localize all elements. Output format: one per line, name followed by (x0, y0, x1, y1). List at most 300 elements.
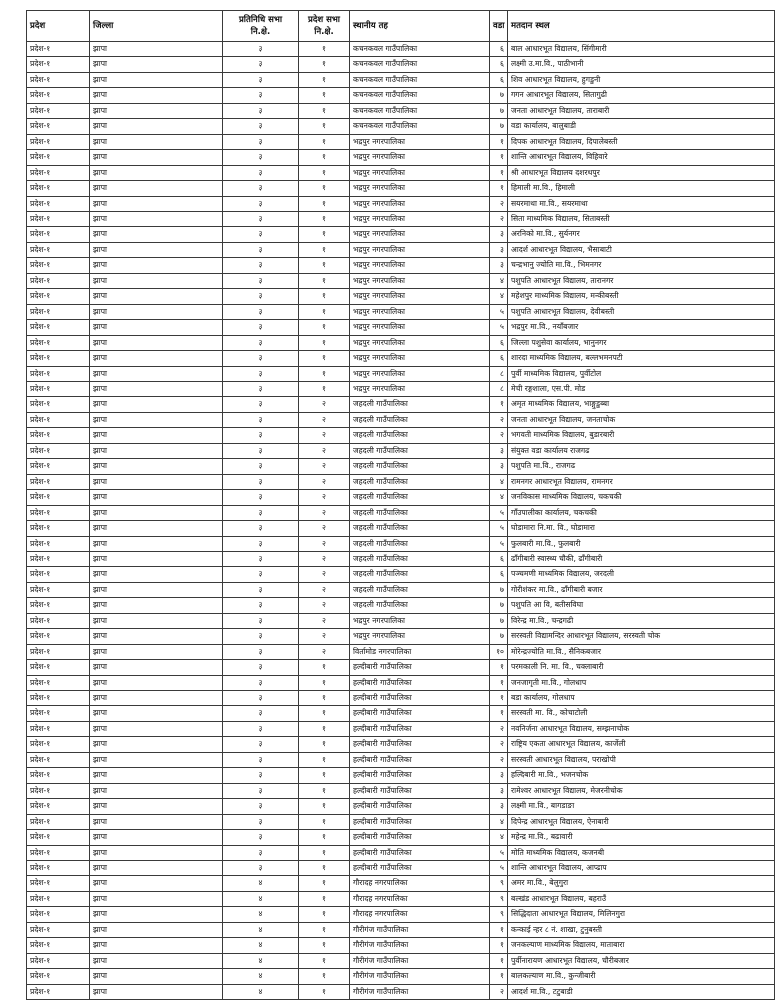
cell-province-constituency: २ (299, 521, 350, 536)
cell-province: प्रदेश-१ (27, 629, 90, 644)
table-row (27, 165, 775, 180)
cell-district: झापा (90, 150, 223, 165)
cell-house-constituency: ४ (223, 876, 299, 891)
cell-province: प्रदेश-१ (27, 181, 90, 196)
cell-district: झापा (90, 969, 223, 984)
cell-house-constituency: ३ (223, 490, 299, 505)
cell-local-level: भद्रपुर नगरपालिका (350, 181, 490, 196)
cell-house-constituency: ३ (223, 258, 299, 273)
cell-house-constituency: ३ (223, 830, 299, 845)
cell-province: प्रदेश-१ (27, 783, 90, 798)
cell-province: प्रदेश-१ (27, 490, 90, 505)
cell-house-constituency: ३ (223, 768, 299, 783)
table-row (27, 397, 775, 412)
cell-district: झापा (90, 335, 223, 350)
cell-polling-place: राष्ट्रिय एकता आधारभूत विद्यालय, कार्जेली (508, 737, 775, 752)
cell-ward: ६ (490, 57, 508, 72)
table-row (27, 907, 775, 922)
table-row (27, 72, 775, 87)
cell-province: प्रदेश-१ (27, 567, 90, 582)
table-row (27, 320, 775, 335)
cell-house-constituency: ३ (223, 242, 299, 257)
cell-province: प्रदेश-१ (27, 969, 90, 984)
table-row (27, 521, 775, 536)
cell-province-constituency: १ (299, 660, 350, 675)
cell-district: झापा (90, 459, 223, 474)
cell-district: झापा (90, 351, 223, 366)
cell-district: झापा (90, 721, 223, 736)
cell-local-level: गौरीगंज गाउँपालिका (350, 953, 490, 968)
cell-ward: २ (490, 428, 508, 443)
cell-local-level: कचनकवल गाउँपालिका (350, 57, 490, 72)
table-row (27, 830, 775, 845)
cell-district: झापा (90, 242, 223, 257)
table-row (27, 675, 775, 690)
cell-province-constituency: २ (299, 644, 350, 659)
table-row (27, 551, 775, 566)
cell-local-level: हल्दीबारी गाउँपालिका (350, 752, 490, 767)
cell-polling-place: बाल आधारभूत विद्यालय, सिंगीमारी (508, 42, 775, 57)
table-row (27, 644, 775, 659)
cell-ward: ७ (490, 629, 508, 644)
cell-province-constituency: १ (299, 799, 350, 814)
cell-district: झापा (90, 938, 223, 953)
cell-district: झापा (90, 443, 223, 458)
cell-house-constituency: ४ (223, 922, 299, 937)
cell-province: प्रदेश-१ (27, 505, 90, 520)
cell-ward: ५ (490, 304, 508, 319)
cell-polling-place: बालकल्याण मा.वि., कुन्जीबारी (508, 969, 775, 984)
cell-province: प्रदेश-१ (27, 876, 90, 891)
cell-province: प्रदेश-१ (27, 412, 90, 427)
cell-local-level: जहदली गाउँपालिका (350, 536, 490, 551)
cell-province: प्रदेश-१ (27, 814, 90, 829)
cell-polling-place: हिमाली मा.वि., हिमाली (508, 181, 775, 196)
cell-polling-place: चन्द्रभानु ज्योति मा.वि., भिमनगर (508, 258, 775, 273)
cell-polling-place: परमकाली नि. मा. वि., चक्लाबारी (508, 660, 775, 675)
cell-house-constituency: ३ (223, 567, 299, 582)
cell-province: प्रदेश-१ (27, 103, 90, 118)
table-row (27, 490, 775, 505)
cell-district: झापा (90, 752, 223, 767)
cell-province: प्रदेश-१ (27, 397, 90, 412)
cell-district: झापा (90, 953, 223, 968)
table-row (27, 861, 775, 876)
cell-local-level: गौरीगंज गाउँपालिका (350, 922, 490, 937)
cell-local-level: जहदली गाउँपालिका (350, 582, 490, 597)
cell-province: प्रदेश-१ (27, 150, 90, 165)
cell-province: प्रदेश-१ (27, 582, 90, 597)
cell-local-level: कचनकवल गाउँपालिका (350, 72, 490, 87)
cell-ward: ७ (490, 88, 508, 103)
cell-local-level: भद्रपुर नगरपालिका (350, 351, 490, 366)
cell-local-level: जहदली गाउँपालिका (350, 428, 490, 443)
cell-province: प्रदेश-१ (27, 953, 90, 968)
cell-ward: ३ (490, 799, 508, 814)
cell-local-level: भद्रपुर नगरपालिका (350, 273, 490, 288)
cell-ward: २ (490, 984, 508, 999)
cell-district: झापा (90, 474, 223, 489)
cell-ward: १ (490, 165, 508, 180)
cell-polling-place: लक्ष्मी मा.वि., बागडाङा (508, 799, 775, 814)
cell-local-level: जहदली गाउँपालिका (350, 567, 490, 582)
cell-house-constituency: ३ (223, 814, 299, 829)
cell-house-constituency: ३ (223, 644, 299, 659)
cell-ward: ६ (490, 551, 508, 566)
cell-district: झापा (90, 814, 223, 829)
cell-polling-place: सरस्वती आधारभूत विद्यालय, पराखोपी (508, 752, 775, 767)
cell-province-constituency: २ (299, 428, 350, 443)
cell-ward: ६ (490, 567, 508, 582)
cell-ward: १ (490, 150, 508, 165)
cell-province-constituency: १ (299, 335, 350, 350)
cell-province: प्रदेश-१ (27, 845, 90, 860)
cell-province: प्रदेश-१ (27, 691, 90, 706)
cell-local-level: भद्रपुर नगरपालिका (350, 381, 490, 396)
cell-ward: ७ (490, 613, 508, 628)
cell-ward: ३ (490, 242, 508, 257)
table-row (27, 768, 775, 783)
cell-district: झापा (90, 737, 223, 752)
cell-house-constituency: ३ (223, 335, 299, 350)
polling-station-table (26, 10, 775, 1000)
table-row (27, 196, 775, 211)
cell-ward: ९ (490, 907, 508, 922)
cell-polling-place: गगन आधारभूत विद्यालय, सितागुढी (508, 88, 775, 103)
cell-province: प्रदेश-१ (27, 474, 90, 489)
cell-local-level: भद्रपुर नगरपालिका (350, 150, 490, 165)
cell-local-level: गौरादह नगरपालिका (350, 876, 490, 891)
cell-district: झापा (90, 397, 223, 412)
cell-ward: ३ (490, 459, 508, 474)
cell-polling-place: जनविकास माध्यमिक विद्यालय, चकचकी (508, 490, 775, 505)
cell-house-constituency: ३ (223, 752, 299, 767)
col-header-district: जिल्ला (90, 11, 223, 42)
cell-house-constituency: ३ (223, 304, 299, 319)
cell-province: प्रदेश-१ (27, 242, 90, 257)
col-header-house-line1: प्रतिनिधि सभा (238, 15, 283, 25)
cell-polling-place: सिता माध्यमिक विद्यालय, सिताबस्ती (508, 211, 775, 226)
cell-local-level: भद्रपुर नगरपालिका (350, 629, 490, 644)
cell-district: झापा (90, 119, 223, 134)
cell-local-level: हल्दीबारी गाउँपालिका (350, 721, 490, 736)
cell-province-constituency: १ (299, 969, 350, 984)
col-header-polling-place: मतदान स्थल (508, 11, 775, 42)
cell-ward: ३ (490, 258, 508, 273)
cell-district: झापा (90, 72, 223, 87)
cell-local-level: हल्दीबारी गाउँपालिका (350, 768, 490, 783)
cell-house-constituency: ३ (223, 103, 299, 118)
cell-house-constituency: ३ (223, 227, 299, 242)
cell-province-constituency: १ (299, 42, 350, 57)
table-row (27, 629, 775, 644)
cell-polling-place: शिव आधारभूत विद्यालय, हुगडुनी (508, 72, 775, 87)
cell-ward: ५ (490, 536, 508, 551)
cell-district: झापा (90, 876, 223, 891)
table-row (27, 660, 775, 675)
cell-province-constituency: १ (299, 320, 350, 335)
cell-polling-place: रामेश्वर आधारभूत विद्यालय, मेजरनीचोक (508, 783, 775, 798)
cell-province-constituency: २ (299, 474, 350, 489)
cell-province: प्रदेश-१ (27, 289, 90, 304)
cell-polling-place: जनता आधारभूत विद्यालय, जनताचोक (508, 412, 775, 427)
cell-ward: १ (490, 938, 508, 953)
cell-local-level: भद्रपुर नगरपालिका (350, 304, 490, 319)
table-row (27, 706, 775, 721)
cell-polling-place: दिपेन्द्र आधारभूत विद्यालय, ऐनाबारी (508, 814, 775, 829)
cell-province: प्रदेश-१ (27, 922, 90, 937)
cell-local-level: भद्रपुर नगरपालिका (350, 165, 490, 180)
cell-local-level: हल्दीबारी गाउँपालिका (350, 737, 490, 752)
table-row (27, 150, 775, 165)
cell-district: झापा (90, 258, 223, 273)
col-header-province-line1: प्रदेश सभा (307, 15, 340, 25)
cell-house-constituency: ३ (223, 582, 299, 597)
cell-ward: १ (490, 691, 508, 706)
cell-house-constituency: ३ (223, 366, 299, 381)
cell-polling-place: मोति माध्यमिक विद्यालय, कजनबी (508, 845, 775, 860)
cell-ward: ३ (490, 768, 508, 783)
cell-polling-place: सरस्वती विद्यामन्दिर आधारभूत विद्यालय, सरस्वती चोक (508, 629, 775, 644)
cell-house-constituency: ३ (223, 150, 299, 165)
cell-local-level: हल्दीबारी गाउँपालिका (350, 799, 490, 814)
table-row (27, 459, 775, 474)
cell-polling-place: पशुपति आधारभूत विद्यालय, देवीबस्ती (508, 304, 775, 319)
cell-local-level: जहदली गाउँपालिका (350, 474, 490, 489)
cell-polling-place: मोरेन्द्रज्योति मा.वि., सैनिकबजार (508, 644, 775, 659)
cell-district: झापा (90, 273, 223, 288)
cell-local-level: विर्तामोड नगरपालिका (350, 644, 490, 659)
table-row (27, 567, 775, 582)
cell-district: झापा (90, 366, 223, 381)
table-row (27, 737, 775, 752)
cell-district: झापा (90, 984, 223, 999)
cell-polling-place: घोडामारा नि.मा. वि., घोडामारा (508, 521, 775, 536)
cell-district: झापा (90, 613, 223, 628)
col-header-province-constituency (299, 11, 350, 42)
cell-ward: ३ (490, 227, 508, 242)
cell-polling-place: पशुपति आधारभूत विद्यालय, तारानगर (508, 273, 775, 288)
cell-district: झापा (90, 304, 223, 319)
cell-ward: ५ (490, 861, 508, 876)
cell-house-constituency: ४ (223, 907, 299, 922)
table-row (27, 582, 775, 597)
cell-province-constituency: १ (299, 88, 350, 103)
table-row (27, 474, 775, 489)
cell-province: प्रदेश-१ (27, 134, 90, 149)
cell-local-level: भद्रपुर नगरपालिका (350, 242, 490, 257)
cell-local-level: गौरादह नगरपालिका (350, 907, 490, 922)
cell-ward: ८ (490, 381, 508, 396)
cell-polling-place: नवनिर्जना आधारभूत विद्यालय, सम्झनाचोक (508, 721, 775, 736)
cell-province: प्रदेश-१ (27, 737, 90, 752)
cell-province: प्रदेश-१ (27, 861, 90, 876)
cell-local-level: भद्रपुर नगरपालिका (350, 227, 490, 242)
cell-province: प्रदेश-१ (27, 891, 90, 906)
cell-province: प्रदेश-१ (27, 304, 90, 319)
cell-ward: २ (490, 196, 508, 211)
cell-polling-place: पञ्चमणी माध्यमिक विद्यालय, जरदली (508, 567, 775, 582)
cell-ward: ५ (490, 845, 508, 860)
cell-ward: ७ (490, 119, 508, 134)
cell-province-constituency: १ (299, 876, 350, 891)
cell-house-constituency: ४ (223, 984, 299, 999)
cell-province-constituency: २ (299, 582, 350, 597)
table-row (27, 57, 775, 72)
cell-house-constituency: ३ (223, 675, 299, 690)
cell-polling-place: कन्काई न्हर ८ नं. शाखा, टुनुबस्ती (508, 922, 775, 937)
cell-local-level: हल्दीबारी गाउँपालिका (350, 691, 490, 706)
cell-district: झापा (90, 660, 223, 675)
cell-ward: १ (490, 397, 508, 412)
cell-province: प्रदेश-१ (27, 211, 90, 226)
cell-ward: ७ (490, 582, 508, 597)
cell-polling-place: सिद्धिदाता आधारभूत विद्यालय, मिलिनगुरा (508, 907, 775, 922)
table-header-row (27, 11, 775, 42)
cell-province: प्रदेश-१ (27, 381, 90, 396)
cell-province: प्रदेश-१ (27, 443, 90, 458)
cell-ward: ९ (490, 891, 508, 906)
cell-ward: ६ (490, 42, 508, 57)
cell-polling-place: गाँउपालीका कार्यालय, चकचकी (508, 505, 775, 520)
cell-ward: २ (490, 412, 508, 427)
cell-province: प्रदेश-१ (27, 721, 90, 736)
cell-province-constituency: २ (299, 412, 350, 427)
cell-province-constituency: १ (299, 737, 350, 752)
cell-local-level: हल्दीबारी गाउँपालिका (350, 845, 490, 860)
cell-province-constituency: १ (299, 861, 350, 876)
cell-ward: ९ (490, 876, 508, 891)
cell-house-constituency: ३ (223, 397, 299, 412)
cell-province: प्रदेश-१ (27, 335, 90, 350)
cell-polling-place: जनकल्याण माध्यमिक विद्यालय, माताबारा (508, 938, 775, 953)
cell-polling-place: बडा कार्यालय, गोलधाप (508, 691, 775, 706)
cell-province-constituency: १ (299, 211, 350, 226)
table-row (27, 412, 775, 427)
table-row (27, 891, 775, 906)
cell-ward: १ (490, 675, 508, 690)
cell-house-constituency: ३ (223, 196, 299, 211)
cell-province-constituency: १ (299, 181, 350, 196)
cell-house-constituency: ३ (223, 629, 299, 644)
cell-local-level: भद्रपुर नगरपालिका (350, 366, 490, 381)
cell-province: प्रदेश-१ (27, 675, 90, 690)
table-row (27, 613, 775, 628)
cell-polling-place: बल्खंड आधारभूत विद्यालय, बहराउँ (508, 891, 775, 906)
cell-district: झापा (90, 536, 223, 551)
table-row (27, 938, 775, 953)
cell-house-constituency: ३ (223, 381, 299, 396)
cell-ward: १ (490, 134, 508, 149)
cell-local-level: भद्रपुर नगरपालिका (350, 289, 490, 304)
cell-district: झापा (90, 103, 223, 118)
cell-house-constituency: ३ (223, 57, 299, 72)
cell-district: झापा (90, 845, 223, 860)
table-row (27, 984, 775, 999)
cell-polling-place: महेन्द्र मा.वि., बढावारी (508, 830, 775, 845)
cell-province-constituency: १ (299, 57, 350, 72)
cell-ward: ६ (490, 72, 508, 87)
cell-province-constituency: १ (299, 984, 350, 999)
cell-local-level: हल्दीबारी गाउँपालिका (350, 783, 490, 798)
cell-province: प्रदेश-१ (27, 907, 90, 922)
cell-local-level: भद्रपुर नगरपालिका (350, 134, 490, 149)
cell-province: प्रदेश-१ (27, 72, 90, 87)
cell-ward: ६ (490, 335, 508, 350)
col-header-house-line2: नि.क्षे. (250, 27, 271, 37)
cell-district: झापा (90, 861, 223, 876)
cell-local-level: जहदली गाउँपालिका (350, 598, 490, 613)
cell-local-level: भद्रपुर नगरपालिका (350, 335, 490, 350)
cell-local-level: भद्रपुर नगरपालिका (350, 613, 490, 628)
cell-province: प्रदेश-१ (27, 830, 90, 845)
cell-province-constituency: २ (299, 598, 350, 613)
cell-polling-place: पुर्वी माध्यमिक विद्यालय, पुर्वीटोल (508, 366, 775, 381)
cell-house-constituency: ३ (223, 737, 299, 752)
cell-province: प्रदेश-१ (27, 799, 90, 814)
cell-ward: १ (490, 969, 508, 984)
table-row (27, 88, 775, 103)
cell-ward: २ (490, 721, 508, 736)
cell-province-constituency: १ (299, 891, 350, 906)
cell-province-constituency: २ (299, 443, 350, 458)
cell-province: प्रदेश-१ (27, 768, 90, 783)
cell-province-constituency: २ (299, 551, 350, 566)
table-row (27, 289, 775, 304)
cell-province-constituency: २ (299, 397, 350, 412)
cell-house-constituency: ३ (223, 72, 299, 87)
cell-province-constituency: २ (299, 567, 350, 582)
cell-local-level: हल्दीबारी गाउँपालिका (350, 830, 490, 845)
cell-polling-place: सयरमाथा मा.वि., सयरमाथा (508, 196, 775, 211)
table-row (27, 381, 775, 396)
cell-province: प्रदेश-१ (27, 366, 90, 381)
cell-province: प्रदेश-१ (27, 984, 90, 999)
cell-house-constituency: ३ (223, 273, 299, 288)
cell-house-constituency: ३ (223, 783, 299, 798)
cell-polling-place: आदर्श आधारभूत विद्यालय, भैसाबाटी (508, 242, 775, 257)
cell-local-level: गौरीगंज गाउँपालिका (350, 938, 490, 953)
cell-local-level: जहदली गाउँपालिका (350, 397, 490, 412)
cell-ward: ४ (490, 490, 508, 505)
cell-province-constituency: १ (299, 273, 350, 288)
cell-local-level: जहदली गाउँपालिका (350, 443, 490, 458)
cell-house-constituency: ३ (223, 660, 299, 675)
cell-district: झापा (90, 289, 223, 304)
cell-ward: १ (490, 706, 508, 721)
cell-ward: २ (490, 752, 508, 767)
cell-house-constituency: ३ (223, 706, 299, 721)
cell-ward: ५ (490, 505, 508, 520)
cell-province-constituency: १ (299, 907, 350, 922)
cell-district: झापा (90, 381, 223, 396)
cell-province-constituency: १ (299, 953, 350, 968)
table-body (27, 42, 775, 1000)
cell-province-constituency: १ (299, 258, 350, 273)
cell-district: झापा (90, 891, 223, 906)
cell-house-constituency: ४ (223, 938, 299, 953)
cell-province-constituency: २ (299, 505, 350, 520)
cell-house-constituency: ३ (223, 134, 299, 149)
cell-district: झापा (90, 42, 223, 57)
cell-local-level: हल्दीबारी गाउँपालिका (350, 660, 490, 675)
cell-polling-place: आदर्श मा.वि., टटुबाडी (508, 984, 775, 999)
cell-local-level: हल्दीबारी गाउँपालिका (350, 861, 490, 876)
cell-polling-place: सरस्वती मा. वि., कोचाटोली (508, 706, 775, 721)
cell-local-level: हल्दीबारी गाउँपालिका (350, 706, 490, 721)
col-header-house-constituency (223, 11, 299, 42)
cell-district: झापा (90, 165, 223, 180)
